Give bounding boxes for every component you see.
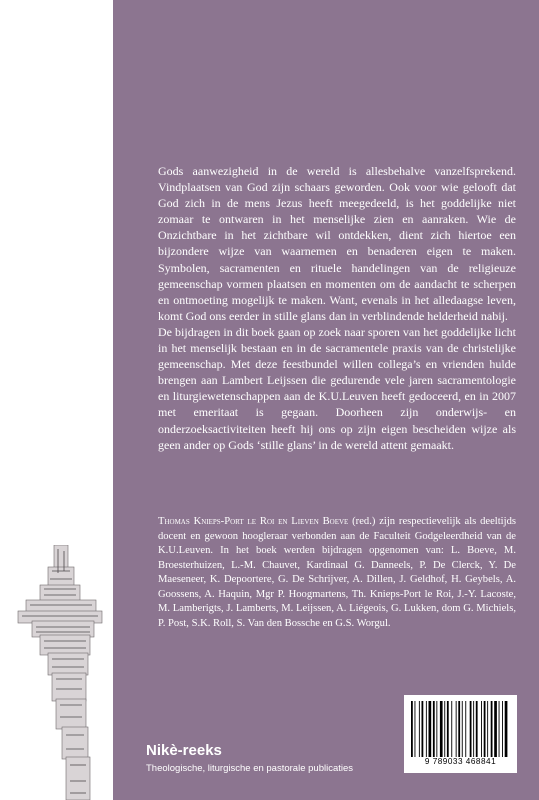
barcode-bar (494, 701, 497, 757)
barcode-bar (458, 701, 460, 757)
barcode-bar (447, 701, 449, 757)
series-title: Nikè-reeks (146, 742, 222, 759)
barcode-bar (470, 701, 472, 757)
editors-bio (158, 515, 516, 631)
barcode-bar (419, 701, 420, 757)
barcode-bar (436, 701, 437, 757)
editors-names: Thomas Knieps-Port le Roi en Lieven Boeve (158, 516, 349, 527)
barcode-bar (505, 701, 508, 757)
barcode-bar (440, 701, 443, 757)
barcode-bar (451, 701, 452, 757)
barcode-bar (491, 701, 493, 757)
editors-bio-text: (red.) zijn respectievelijk als deeltijds docent en gewoon hoogleraar verbonden aan de Faculteit Godgeleerdheid van de K.U.Leuven. In het boek werden bijdragen opgenomen van: L. Boeve, M. Broesterhuizen, L.-M. Chauvet, Kardinaal G. Danneels, P. De Clerck, Y. De Maeseneer, K. Depoortere, G. De Schrijver, A. Dillen, J. Geldhof, H. Geybels, A. Goossens, A. Haquin, Mgr P. Hoogmartens, Th. Knieps-Port le Roi, J.-Y. Lacoste, M. Lamberigts, J. Lamberts, M. Leijssen, A. Liégeois, G. Lukken, dom G. Michiels, P. Post, S.K. Roll, S. Van den Bossche en G.S. Worgul. (158, 516, 516, 629)
barcode-bar (499, 701, 500, 757)
barcode-bar (473, 701, 474, 757)
barcode-bar (429, 701, 432, 757)
blurb-paragraph-2: De bijdragen in dit boek gaan op zoek naar sporen van het goddelijke licht in het menselijk bestaan en in de sacramentele praxis van de christelijke gemeenschap. Met deze feestbundel willen collega’s en vrienden hulde brengen aan Lambert Leijssen die gedurende vele jaren sacramentologie en liturgiewetenschappen aan de K.U.Leuven heeft gedoceerd, en in 2007 met emeritaat is gegaan. Doorheen zijn onderwijs- en onderzoeksactiviteiten heeft hij ons op zijn eigen bescheiden wijze als geen ander op Gods ‘stille glans’ in de wereld attent gemaakt. (158, 324, 516, 452)
barcode-bar (476, 701, 478, 757)
barcode-bar (465, 701, 466, 757)
barcode-bar (481, 701, 482, 757)
barcode-bar (433, 701, 435, 757)
barcode-bar (462, 701, 463, 757)
barcode-bars (410, 701, 511, 757)
barcode-bar (487, 701, 488, 757)
blurb-paragraph-1: Gods aanwezigheid in de wereld is allesbehalve vanzelfsprekend. Vindplaatsen van God zijn schaars geworden. Ook voor wie gelooft dat God zich in de mens Jezus heeft meegedeeld, is het goddelijke niet zomaar te ontwaren in het menselijke zien en aanraken. Wie de Onzichtbare in het zichtbare wil ontdekken, dient zich hiertoe een bijzondere wijze van waarnemen en benaderen eigen te maken. Symbolen, sacramenten en rituele handelingen van de religieuze gemeenschap vormen plaatsen en momenten om de aandacht te scherpen en ontmoeting mogelijk te maken. Want, evenals in het alledaagse leven, komt God ons eerder in stille glans dan in verblindende helderheid nabij. (158, 164, 516, 323)
barcode-bar (456, 701, 457, 757)
barcode-bar (502, 701, 503, 757)
blurb (158, 163, 516, 453)
barcode-bar (422, 701, 424, 757)
barcode-bar (415, 701, 416, 757)
barcode-bar (484, 701, 486, 757)
barcode-bar (411, 701, 413, 757)
series-subtitle: Theologische, liturgische en pastorale publicaties (146, 763, 354, 774)
barcode-digits: 9 789033 468841 (424, 757, 497, 766)
barcode-bar (444, 701, 445, 757)
barcode (404, 695, 517, 773)
barcode-bar (426, 701, 427, 757)
sculpture-image (10, 545, 125, 800)
